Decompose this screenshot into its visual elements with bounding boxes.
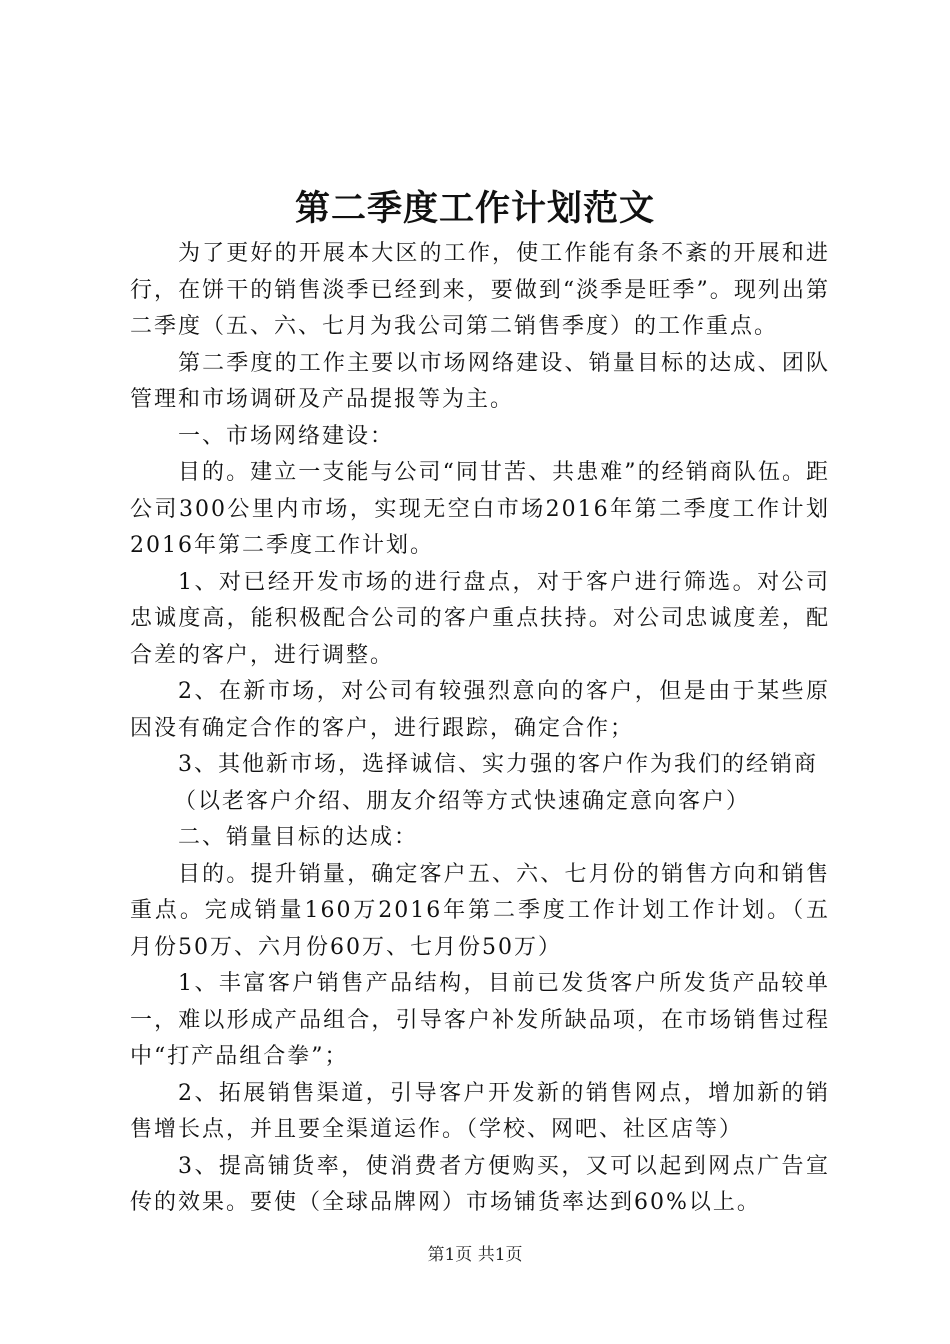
paragraph-market-goal: 目的。建立一支能与公司“同甘苦、共患难”的经销商队伍。距公司300公里内市场，实现无空白市场2016年第二季度工作计划2016年第二季度工作计划。 — [130, 460, 830, 558]
paragraph-intro: 为了更好的开展本大区的工作，使工作能有条不紊的开展和进行，在饼干的销售淡季已经到来，要做到“淡季是旺季”。现列出第二季度（五、六、七月为我公司第二销售季度）的工作重点。 — [130, 241, 830, 339]
paragraph-sales-item-2: 2、拓展销售渠道，引导客户开发新的销售网点，增加新的销售增长点，并且要全渠道运作。（学校、网吧、社区店等） — [130, 1080, 830, 1142]
paragraph-sales-goal: 目的。提升销量，确定客户五、六、七月份的销售方向和销售重点。完成销量160万2016年第二季度工作计划工作计划。（五月份50万、六月份60万、七月份50万） — [130, 861, 830, 960]
paragraph-market-item-1: 1、对已经开发市场的进行盘点，对于客户进行筛选。对公司忠诚度高，能积极配合公司的客户重点扶持。对公司忠诚度差，配合差的客户，进行调整。 — [130, 569, 830, 668]
section-heading-market-network: 一、市场网络建设： — [178, 423, 395, 449]
paragraph-sales-item-3: 3、提高铺货率，使消费者方便购买，又可以起到网点广告宣传的效果。要使（全球品牌网）市场铺货率达到60%以上。 — [130, 1153, 830, 1215]
document-title: 第二季度工作计划范文 — [294, 188, 655, 229]
paragraph-sales-item-1: 1、丰富客户销售产品结构，目前已发货客户所发货产品较单一，难以形成产品组合，引导客户补发所缺品项，在市场销售过程中“打产品组合拳”； — [130, 971, 830, 1069]
document-body — [130, 236, 830, 1222]
page-footer: 第1页 共1页 — [427, 1245, 523, 1265]
paragraph-market-item-2: 2、在新市场，对公司有较强烈意向的客户，但是由于某些原因没有确定合作的客户，进行跟踪，确定合作； — [130, 679, 830, 741]
section-heading-sales-target: 二、销量目标的达成： — [178, 825, 419, 850]
paragraph-market-item-3: 3、其他新市场，选择诚信、实力强的客户作为我们的经销商 — [178, 752, 818, 777]
paragraph-market-note: （以老客户介绍、朋友介绍等方式快速确定意向客户） — [174, 788, 751, 814]
paragraph-focus: 第二季度的工作主要以市场网络建设、销量目标的达成、团队管理和市场调研及产品提报等为主。 — [130, 350, 830, 412]
